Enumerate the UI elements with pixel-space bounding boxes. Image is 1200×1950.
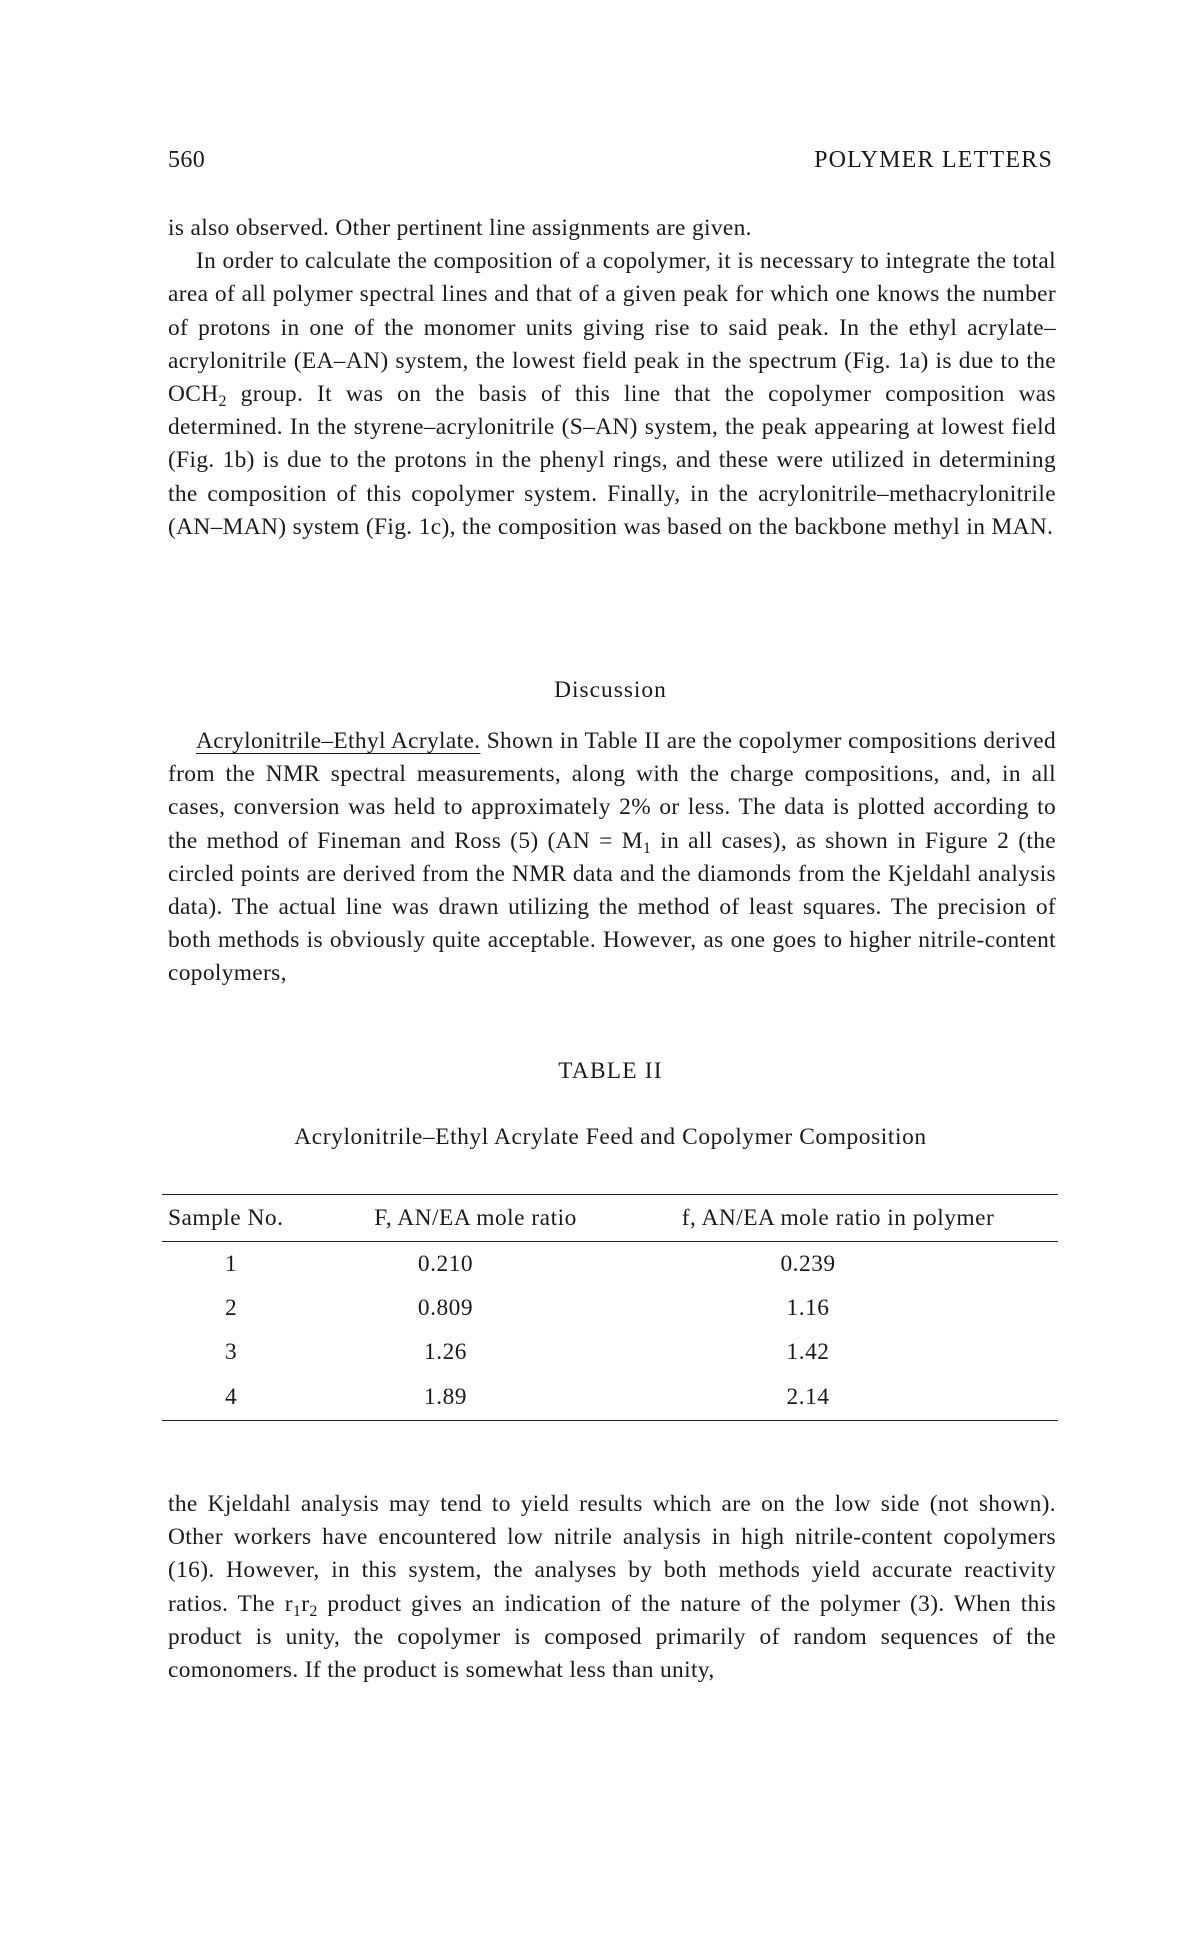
- paragraph-composition-method: [168, 245, 1056, 544]
- journal-title: POLYMER LETTERS: [814, 147, 1053, 173]
- paragraph-text: Shown in Table II are the copolymer compositions derived from the NMR spectral measurements, along with the charge compositions, and, in all cases, conversion was held to approximately 2% or less. The data is plotted according to the method of Fineman and Ross (5) (AN = M: [168, 728, 1056, 854]
- table-caption: Acrylonitrile–Ethyl Acrylate Feed and Copolymer Composition: [294, 1124, 927, 1150]
- body-text-discussion: [168, 725, 1056, 991]
- table-label: TABLE II: [558, 1058, 663, 1084]
- table-cell: 1.16: [786, 1294, 830, 1321]
- paragraph-continuation: is also observed. Other pertinent line assignments are given.: [168, 215, 752, 241]
- paragraph-text: the Kjeldahl analysis may tend to yield results which are on the low side (not shown). Other workers have encountered low nitrile analysis in high nitrile-content copolymers (16). However, in this system, the analyses by both methods yield accurate reactivity ratios. The r: [168, 1491, 1056, 1617]
- table-cell: 1: [225, 1250, 238, 1277]
- paragraph-kjeldahl: [168, 1488, 1056, 1687]
- table-cell: 1.89: [424, 1383, 467, 1410]
- table-header-row: [162, 1195, 1058, 1242]
- paragraph-text: group. It was on the basis of this line that the copolymer composition was determined. In the styrene–acrylonitrile (S–AN) system, the peak appearing at lowest field (Fig. 1b) is due to the protons in the phenyl rings, and these were utilized in determining the composition of this copolymer system. Finally, in the acrylonitrile–methacrylonitrile (AN–MAN) system (Fig. 1c), the composition was based on the backbone methyl in MAN.: [168, 381, 1056, 540]
- table-cell: 1.26: [424, 1338, 467, 1365]
- subscript: 1: [292, 1602, 302, 1620]
- paragraph-text: In order to calculate the composition of a copolymer, it is necessary to integrate the total area of all polymer spectral lines and that of a given peak for which one knows the number of protons in one of the monomer units giving rise to said peak. In the ethyl acrylate–acrylonitrile (EA–AN) system, the lowest field peak in the spectrum (Fig. 1a) is due to the OCH: [168, 248, 1056, 408]
- page-number: 560: [168, 147, 206, 173]
- table-cell: 3: [225, 1338, 238, 1365]
- paragraph-text: product gives an indication of the nature of the polymer (3). When this product is unity, the copolymer is composed primarily of random sequences of the comonomers. If the product is somewhat less than unity,: [168, 1590, 1056, 1684]
- table-cell: 0.809: [417, 1294, 474, 1321]
- table-cell: 0.210: [417, 1250, 474, 1277]
- paragraph-an-ea: [168, 725, 1056, 991]
- column-header: F, AN/EA mole ratio: [333, 1195, 618, 1242]
- table-row: [162, 1286, 1058, 1330]
- table-cell: 2.14: [786, 1383, 830, 1410]
- table-cell: 2: [225, 1294, 238, 1321]
- body-text-bottom: [168, 1488, 1056, 1687]
- section-heading-discussion: Discussion: [554, 677, 667, 703]
- table-cell: 1.42: [786, 1338, 830, 1365]
- table-row: [162, 1374, 1058, 1421]
- column-header: f, AN/EA mole ratio in polymer: [618, 1195, 1058, 1242]
- composition-table: [162, 1194, 1058, 1421]
- paragraph-text: in all cases), as shown in Figure 2 (the circled points are derived from the NMR data and the diamonds from the Kjeldahl analysis data). The actual line was drawn utilizing the method of least squares. The precision of both methods is obviously quite acceptable. However, as one goes to higher nitrile-content copolymers,: [168, 827, 1056, 987]
- body-text-top: [168, 212, 1056, 544]
- paragraph-text: r: [301, 1590, 310, 1617]
- column-header: Sample No.: [162, 1195, 333, 1242]
- table-cell: 4: [225, 1383, 238, 1410]
- subscript: 2: [309, 1602, 318, 1620]
- table-cell: 0.239: [780, 1250, 836, 1277]
- table-row: [162, 1242, 1058, 1287]
- run-in-heading: Acrylonitrile–Ethyl Acrylate.: [196, 728, 481, 754]
- subscript: 2: [218, 393, 227, 411]
- table-row: [162, 1330, 1058, 1374]
- subscript: 1: [642, 839, 652, 857]
